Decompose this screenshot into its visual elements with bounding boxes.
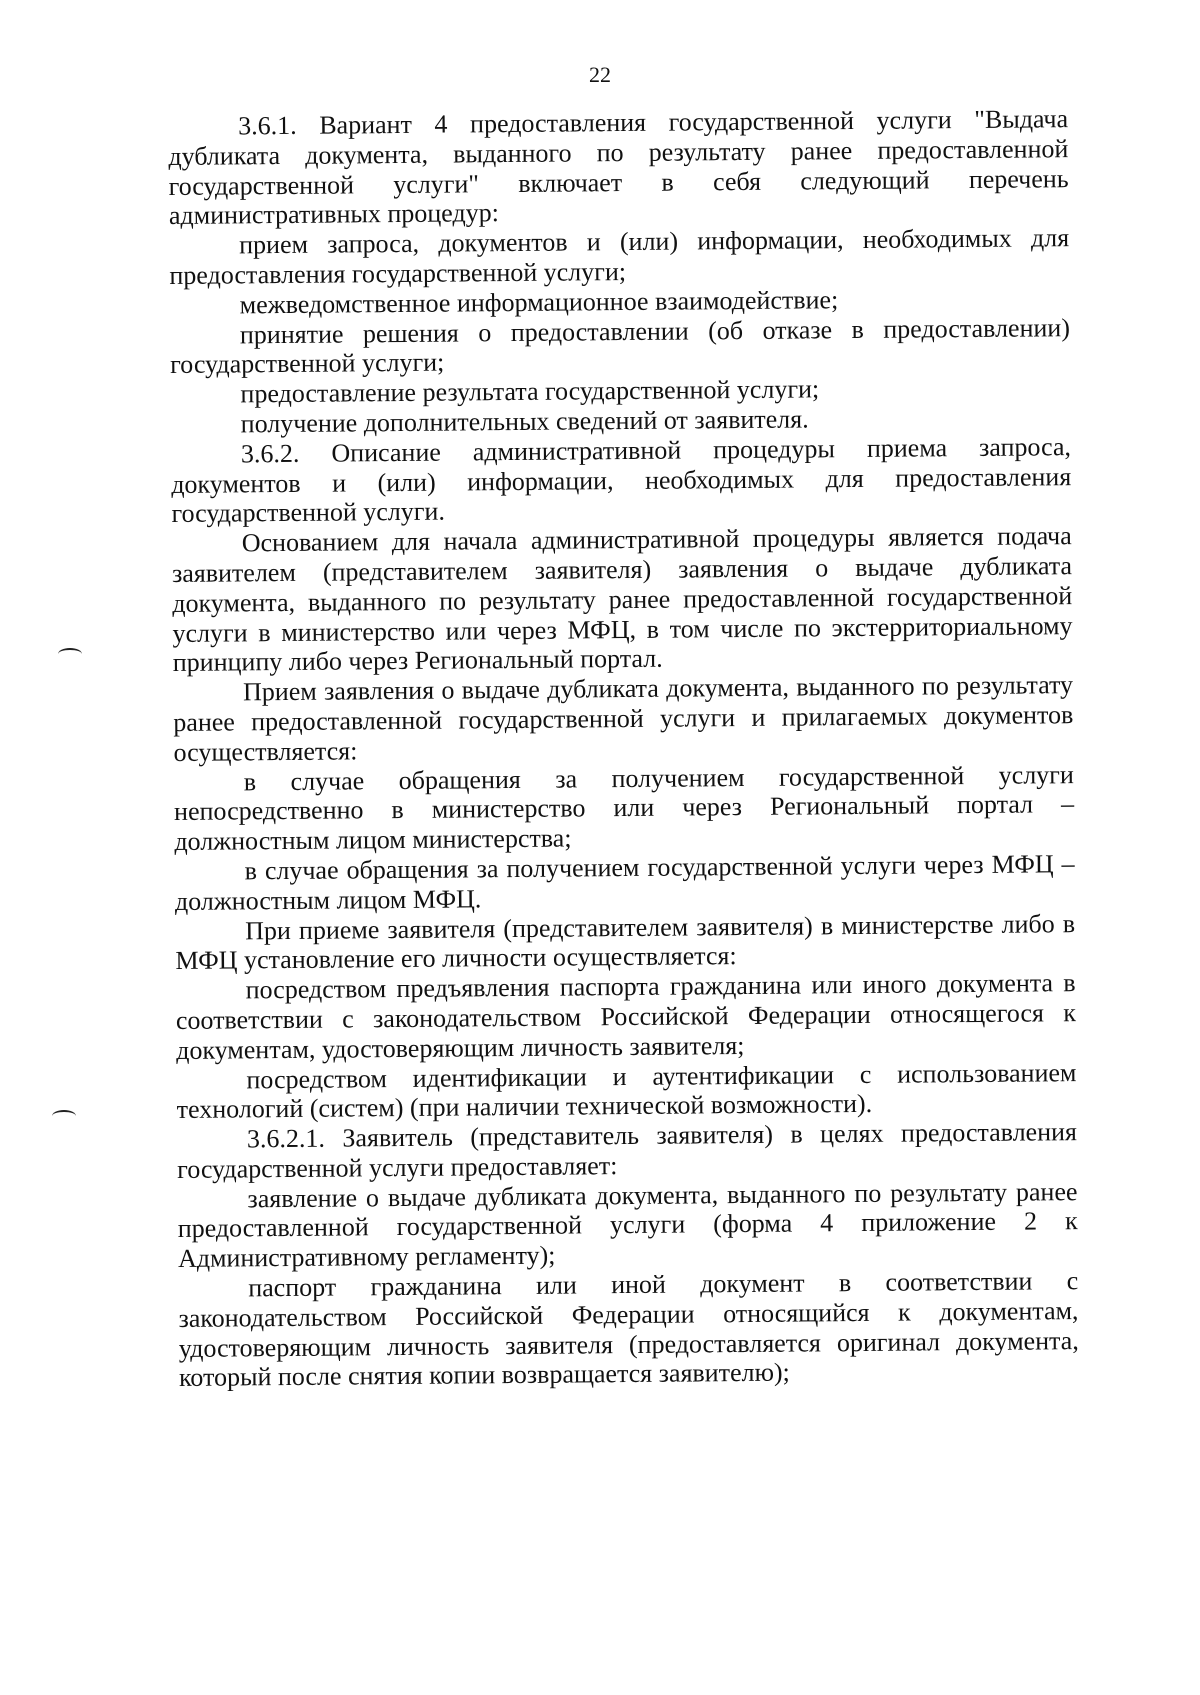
list-item-passport: посредством предъявления паспорта гражданина или иного документа в соответствии с законодательством Российской Федерации относящегося к документам, удостоверяющим личность заявителя;	[175, 968, 1077, 1065]
list-item-ministry: в случае обращения за получением государственной услуги непосредственно в министерство или через Региональный портал – должностным лицом министерства;	[173, 759, 1075, 857]
paragraph-basis: Основанием для начала административной процедуры является подача заявителем (представителем заявителя) заявления о выдаче дубликата документа, выданного по результату ранее предоставленной государственной услуги в министерство или через МФЦ, в том числе по экстерриториальному принципу либо через Региональный портал.	[171, 521, 1073, 678]
list-item-passport-document: паспорт гражданина или иной документ в соответствии с законодательством Российской Федерации относящийся к документам, удостоверяющим личность заявителя (предоставляется оригинал документа, который после снятия копии возвращается заявителю);	[178, 1266, 1079, 1393]
list-item-request-intake: прием запроса, документов и (или) информации, необходимых для предоставления государственной услуги;	[169, 223, 1070, 290]
list-item-application: заявление о выдаче дубликата документа, выданного по результату ранее предоставленной государственной услуги (форма 4 приложение 2 к Административному регламенту);	[177, 1176, 1078, 1274]
paragraph-3-6-1: 3.6.1. Вариант 4 предоставления государственной услуги "Выдача дубликата документа, выданного по результату ранее предоставленной государственной услуги" включает в себя следующий перечень административных процедур:	[168, 104, 1069, 231]
document-body	[168, 104, 1079, 1393]
paragraph-identity: При приеме заявителя (представителем заявителя) в министерстве либо в МФЦ установление его личности осуществляется:	[175, 908, 1076, 976]
binding-hole-mark	[52, 1110, 76, 1122]
paragraph-reception: Прием заявления о выдаче дубликата документа, выданного по результату ранее предоставленной государственной услуги и прилагаемых документов осуществляется:	[173, 670, 1074, 767]
paragraph-3-6-2: 3.6.2. Описание административной процедуры приема запроса, документов и (или) информации, необходимых для предоставления государственной услуги.	[171, 431, 1072, 529]
list-item-mfc: в случае обращения за получением государственной услуги через МФЦ – должностным лицом МФЦ.	[174, 849, 1075, 916]
paragraph-3-6-2-1: 3.6.2.1. Заявитель (представитель заявителя) в целях предоставления государственной услуги предоставляет:	[177, 1117, 1078, 1184]
page-number: 22	[589, 62, 611, 87]
binding-hole-mark	[58, 648, 82, 660]
list-item-interagency: межведомственное информационное взаимодействие;	[239, 284, 839, 320]
list-item-decision: принятие решения о предоставлении (об отказе в предоставлении) государственной услуги;	[170, 312, 1071, 380]
list-item-result: предоставление результата государственной услуги;	[240, 374, 820, 409]
list-item-authentication: посредством идентификации и аутентификации с использованием технологий (систем) (при наличии технической возможности).	[176, 1057, 1077, 1125]
list-item-additional-info: получение дополнительных сведений от заявителя.	[240, 404, 809, 439]
